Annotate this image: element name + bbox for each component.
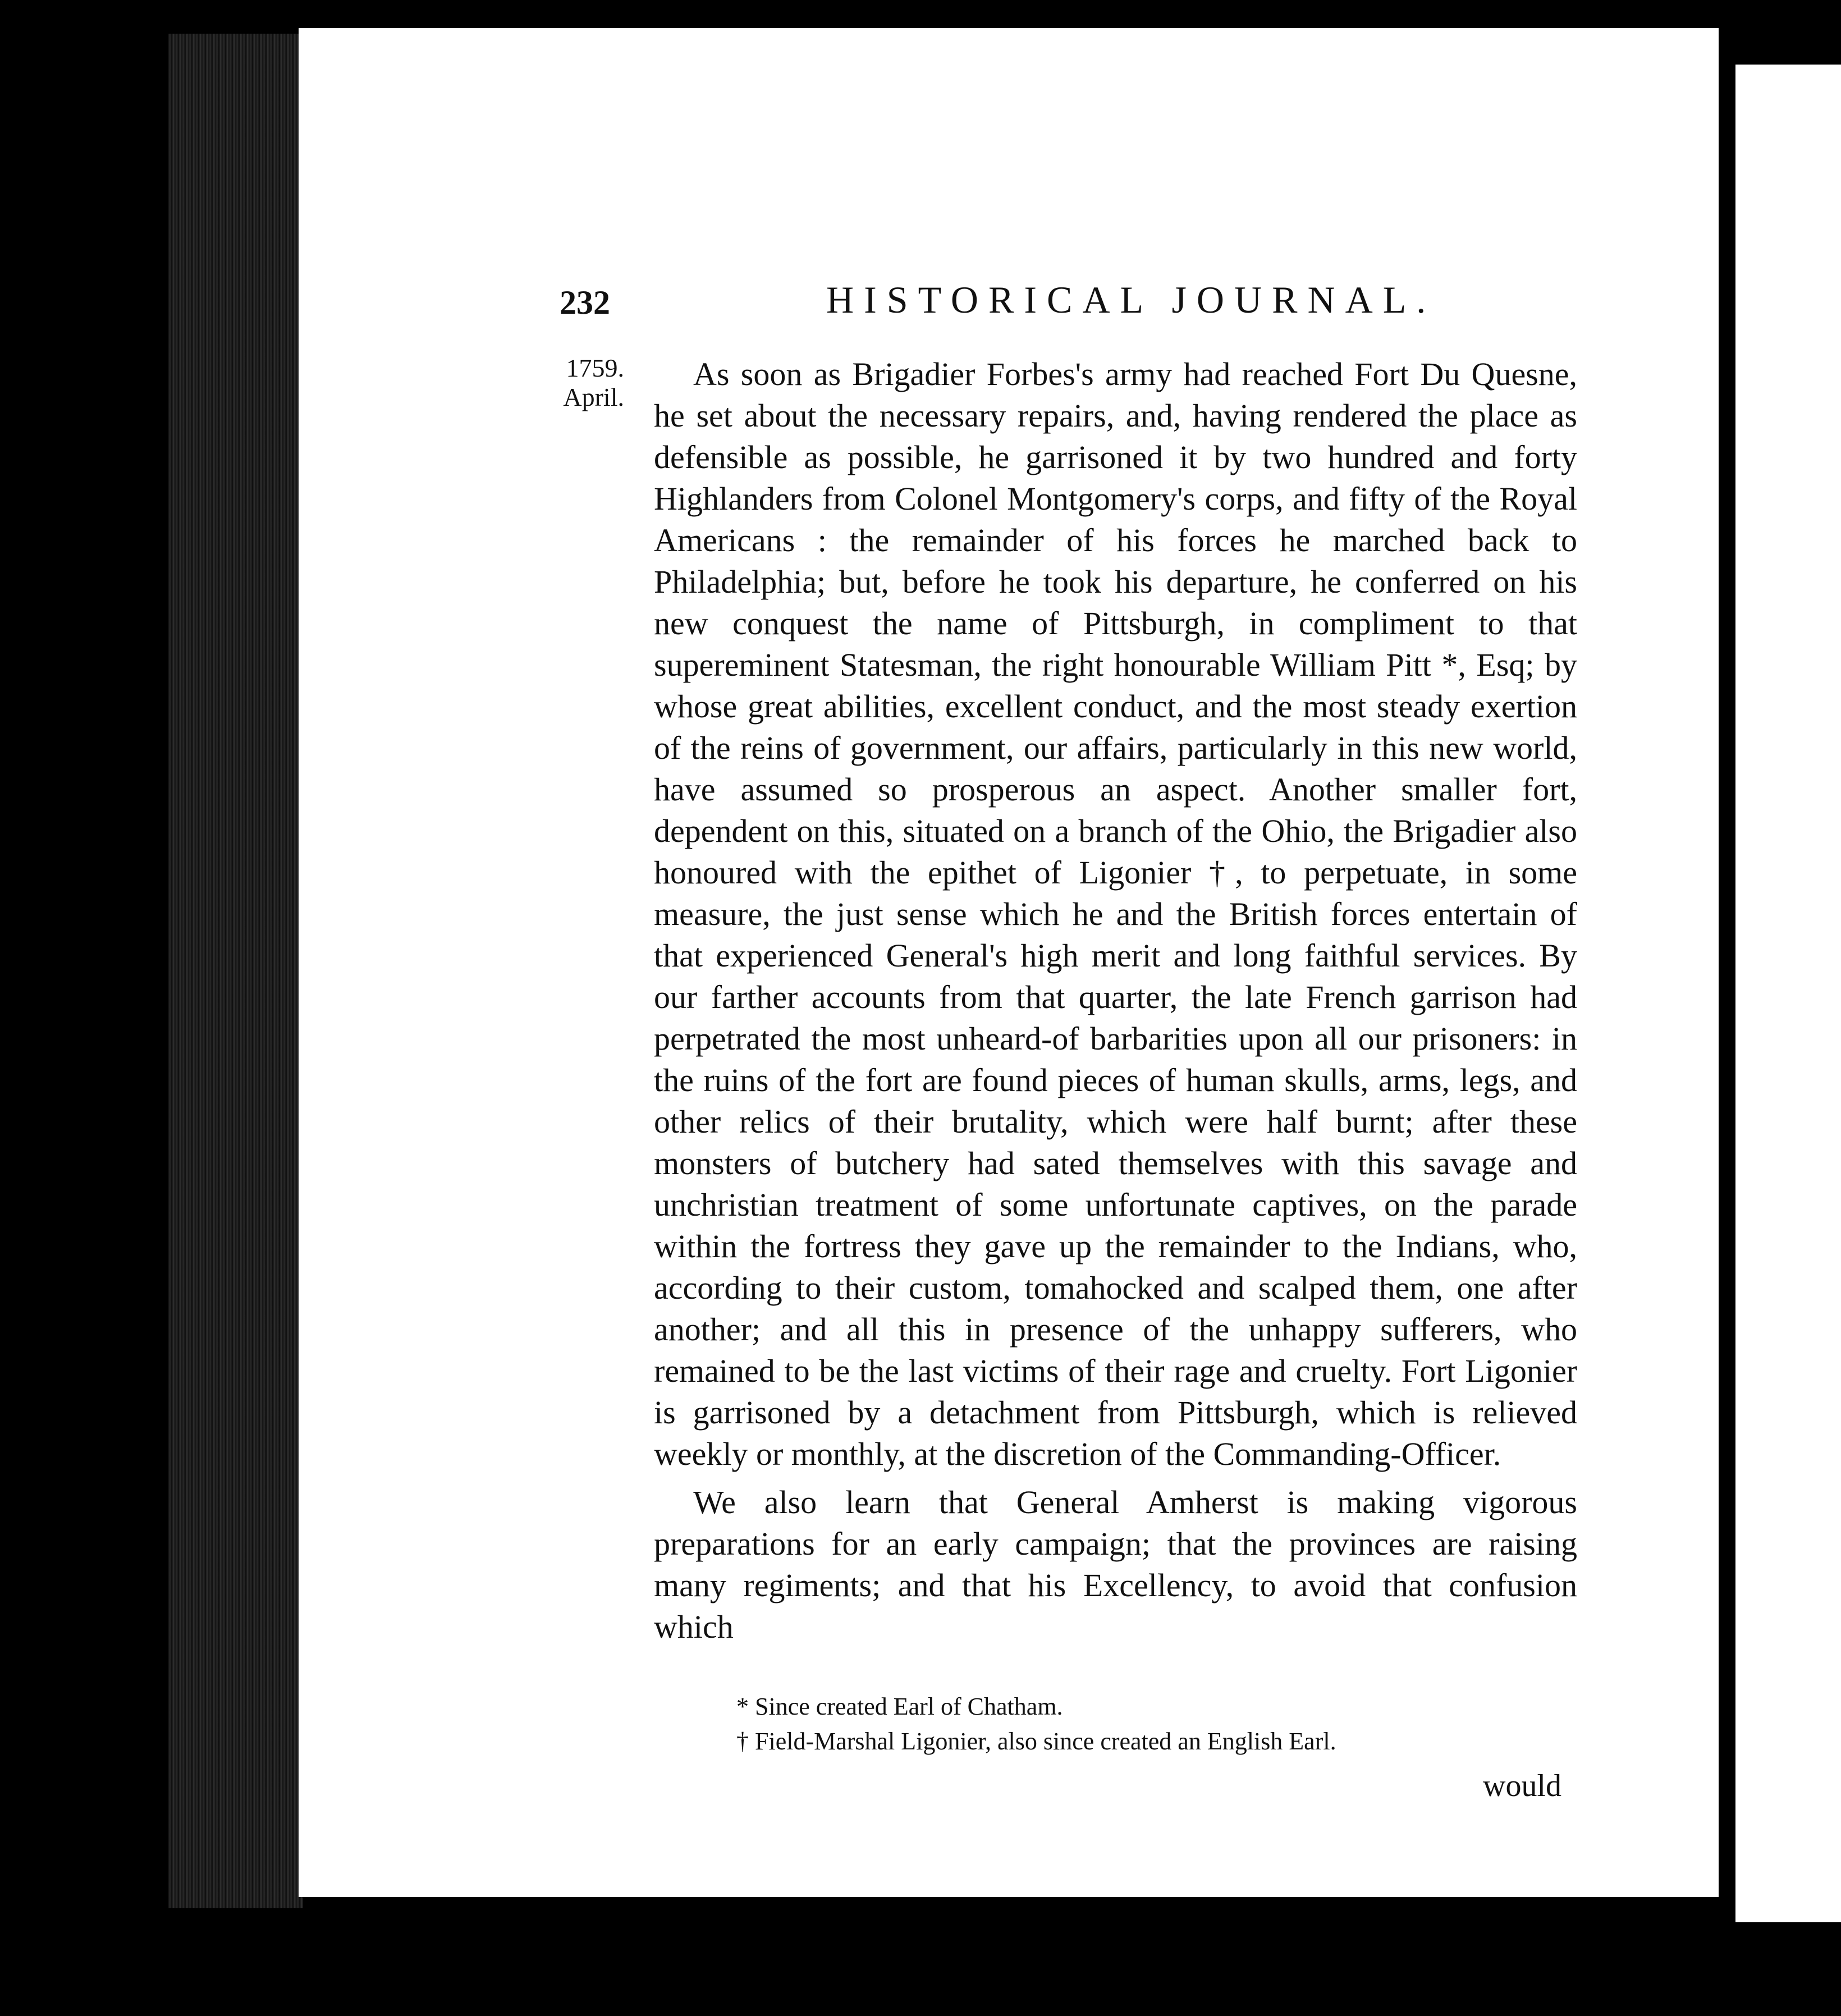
footnote-2: † Field-Marshal Ligonier, also since created an English Earl.	[736, 1728, 1336, 1755]
page-number: 232	[560, 284, 610, 321]
paragraph-2: We also learn that General Amherst is making vigorous preparations for an early campaign; that the provinces are raising many regiments; and that his Excellency, to avoid that confusion which	[654, 1484, 1577, 1645]
body-text	[654, 354, 1577, 1648]
paragraph-1: As soon as Brigadier Forbes's army had reached Fort Du Quesne, he set about the necessary repairs, and, having rendered the place as defensible as possible, he garrisoned it by two hundred and forty Highlanders from Colonel Montgomery's corps, and fifty of the Royal Americans : the remainder of his forces he marched back to Philadelphia; but, before he took his departure, he conferred on his new conquest the name of Pittsburgh, in compliment to that supereminent Statesman, the right honourable William Pitt *, Esq; by whose great abilities, excellent conduct, and the most steady exertion of the reins of government, our affairs, particularly in this new world, have assumed so prosperous an aspect. Another smaller fort, dependent on this, situated on a branch of the Ohio, the Brigadier also honoured with the epithet of Ligonier †, to perpetuate, in some measure, the just sense which he and the British forces entertain of that experienced General's high merit and long faithful services. By our farther accounts from that quarter, the late French garrison had perpetrated the most unheard-of barbarities upon all our prisoners: in the ruins of the fort are found pieces of human skulls, arms, legs, and other relics of their brutality, which were half burnt; after these monsters of butchery had sated themselves with this savage and unchristian treatment of some unfortunate captives, on the parade within the fortress they gave up the remainder to the Indians, who, according to their custom, tomahocked and scalped them, one after another; and all this in presence of the unhappy sufferers, who remained to be the last victims of their rage and cruelty. Fort Ligonier is garrisoned by a detachment from Pittsburgh, which is relieved weekly or monthly, at the discretion of the Commanding-Officer.	[654, 356, 1577, 1472]
margin-date-note	[540, 354, 624, 412]
footnote-1: * Since created Earl of Chatham.	[736, 1693, 1063, 1720]
margin-month: April.	[563, 383, 624, 411]
facing-page-edge	[1735, 65, 1841, 1922]
footnotes	[736, 1689, 1578, 1759]
catchword: would	[1483, 1768, 1561, 1803]
running-title: HISTORICAL JOURNAL.	[826, 278, 1436, 321]
book-page	[299, 28, 1719, 1897]
book-fore-edge	[168, 34, 303, 1908]
margin-year: 1759.	[566, 354, 624, 382]
page-header	[299, 278, 1719, 340]
